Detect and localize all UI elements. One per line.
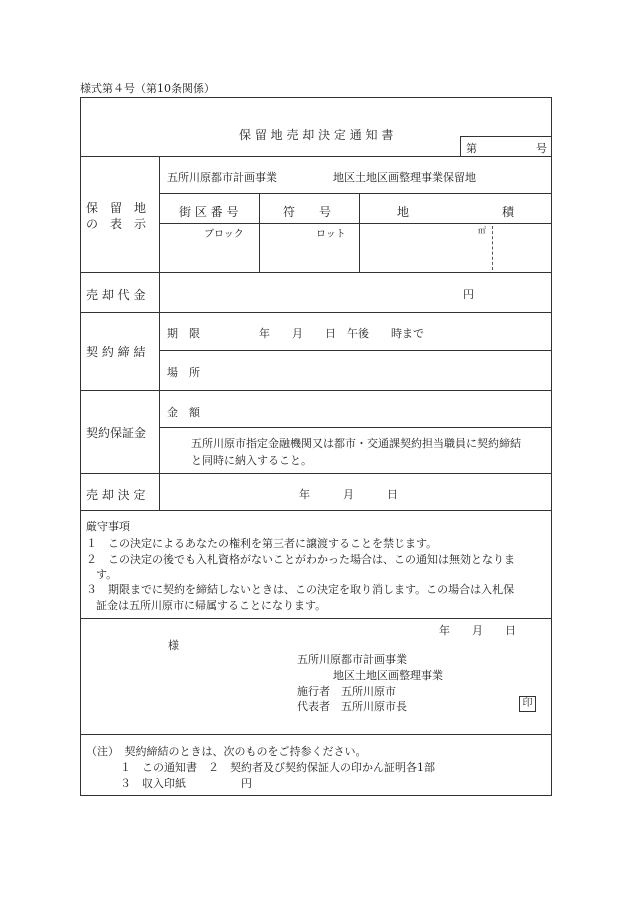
deadline-value: 年 月 日 午後 時まで	[259, 327, 424, 340]
note-line1: （注） 契約締結のときは、次のものをご持参ください。	[86, 745, 367, 758]
deadline-label: 期 限	[167, 327, 200, 340]
divider-line	[80, 734, 551, 735]
rules-item-2-line1: ２ この決定の後でも入札資格がないことがわかった場合は、この通知は無効となりま	[86, 553, 515, 566]
addressee-suffix: 様	[168, 639, 179, 652]
col-header-area-left: 地	[397, 205, 410, 219]
issuer-executor: 施行者 五所川原市	[297, 685, 396, 698]
amount-label: 金 額	[167, 406, 200, 419]
decision-date: 年 月 日	[299, 488, 398, 501]
divider-line	[359, 193, 360, 272]
divider-line	[80, 156, 551, 157]
rules-item-1: １ この決定によるあなたの権利を第三者に譲渡することを禁じます。	[86, 537, 438, 550]
col-header-block: 街 区 番 号	[179, 205, 239, 219]
lot-unit: ロット	[316, 229, 346, 240]
area-decimal-divider	[492, 226, 493, 270]
land-label-line1: 保 留 地	[86, 201, 147, 215]
rules-item-2-line2: す。	[96, 568, 118, 581]
form-number-label: 様式第４号（第10条関係）	[80, 82, 215, 95]
place-label: 場 所	[167, 366, 200, 379]
deposit-note-line2: と同時に納入すること。	[191, 454, 312, 467]
note-line3: ３ 収入印紙 円	[120, 777, 252, 790]
decision-label: 売 却 決 定	[86, 488, 146, 502]
issue-date: 年 月 日	[439, 624, 516, 637]
rules-item-3-line1: ３ 期限までに契約を締結しないときは、この決定を取り消します。この場合は入札保	[86, 583, 515, 596]
issuer-project-line2: 地区土地区画整理事業	[333, 669, 443, 682]
project-suffix: 地区土地区画整理事業保留地	[333, 171, 476, 184]
divider-line	[80, 473, 551, 474]
issuer-project-line1: 五所川原都市計画事業	[297, 653, 407, 666]
divider-line	[80, 618, 551, 619]
label-column-divider	[159, 156, 160, 510]
divider-line	[159, 427, 551, 428]
deposit-label: 契約保証金	[86, 426, 147, 440]
divider-line	[159, 193, 551, 194]
divider-line	[259, 193, 260, 272]
divider-line	[80, 510, 551, 511]
price-unit: 円	[463, 288, 474, 301]
block-unit: ブロック	[204, 229, 244, 240]
divider-line	[80, 312, 551, 313]
note-line2: １ この通知書 ２ 契約者及び契約保証人の印かん証明各1部	[120, 761, 435, 774]
col-header-sign: 符 号	[283, 205, 332, 219]
rules-item-3-line2: 証金は五所川原市に帰属することになります。	[96, 599, 327, 612]
divider-line	[80, 390, 551, 391]
deposit-note-line1: 五所川原市指定金融機関又は都市・交通課契約担当職員に契約締結	[191, 437, 521, 450]
issuer-representative: 代表者 五所川原市長	[297, 700, 407, 713]
col-header-area-right: 積	[502, 205, 515, 219]
contract-label: 契 約 締 結	[86, 345, 146, 359]
official-seal: 印	[519, 696, 536, 712]
area-unit: ㎡	[478, 226, 486, 235]
project-name: 五所川原都市計画事業	[167, 171, 277, 184]
divider-line	[159, 223, 551, 224]
divider-line	[159, 350, 551, 351]
land-label-line2: の 表 示	[86, 217, 147, 231]
price-label: 売 却 代 金	[86, 288, 146, 302]
document-title: 保 留 地 売 却 決 定 通 知 書	[239, 128, 394, 142]
number-suffix: 号	[536, 142, 547, 155]
number-prefix: 第	[466, 142, 477, 155]
divider-line	[80, 272, 551, 273]
rules-heading: 厳守事項	[86, 520, 130, 533]
